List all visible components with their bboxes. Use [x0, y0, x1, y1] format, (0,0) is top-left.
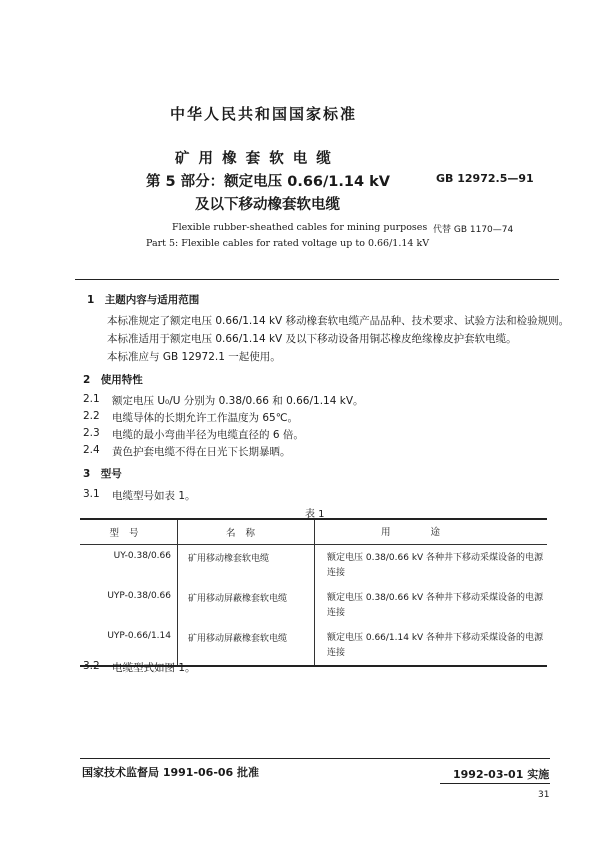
- english-title-2: Part 5: Flexible cables for rated voltage up to 0.66/1.14 kV: [146, 238, 430, 249]
- title-line-1: 矿 用 橡 套 软 电 缆: [175, 151, 333, 167]
- table-caption: 表 1: [305, 509, 325, 520]
- cell-use: 额定电压 0.66/1.14 kV 各种井下移动采煤设备的电源连接: [327, 633, 544, 658]
- col-header-use: 用途: [315, 519, 548, 545]
- clause-3-2: 电缆型式如图 1。: [112, 662, 196, 674]
- title-line-3: 及以下移动橡套软电缆: [195, 197, 340, 213]
- cell-use: 额定电压 0.38/0.66 kV 各种井下移动采煤设备的电源连接: [327, 553, 544, 578]
- section-1-para-1: 本标准规定了额定电压 0.66/1.14 kV 移动橡套软电缆产品品种、技术要求、试验方法和检验规则。: [107, 315, 570, 327]
- header-rule: [75, 279, 559, 280]
- section-2-heading: 2 使用特性: [83, 374, 143, 386]
- title-line-2: 第 5 部分：额定电压 0.66/1.14 kV: [146, 174, 390, 190]
- section-1-para-2: 本标准适用于额定电压 0.66/1.14 kV 及以下移动设备用铜芯橡皮绝缘橡皮护套软电缆。: [107, 333, 517, 345]
- cell-model: UY-0.38/0.66: [80, 545, 178, 586]
- cell-model: UYP-0.66/1.14: [80, 625, 178, 666]
- table-row: [80, 545, 547, 586]
- english-title-1: Flexible rubber-sheathed cables for mining purposes: [172, 222, 428, 233]
- clause-3-2-num: 3.2: [83, 660, 100, 672]
- clause-2-4-num: 2.4: [83, 444, 100, 456]
- col-header-name: 名称: [178, 519, 315, 545]
- clause-2-3-num: 2.3: [83, 427, 100, 439]
- clause-2-2-num: 2.2: [83, 410, 100, 422]
- cell-use: 额定电压 0.38/0.66 kV 各种井下移动采煤设备的电源连接: [327, 593, 544, 618]
- replaces-standard: 代替 GB 1170—74: [433, 225, 514, 235]
- approval-line: 国家技术监督局 1991-06-06 批准: [82, 766, 260, 779]
- clause-2-3: 电缆的最小弯曲半径为电缆直径的 6 倍。: [112, 429, 304, 441]
- col-header-model: 型号: [80, 519, 178, 545]
- cell-name: 矿用移动橡套软电缆: [178, 545, 315, 586]
- clause-2-1-num: 2.1: [83, 393, 100, 405]
- section-1-para-3: 本标准应与 GB 12972.1 一起使用。: [107, 351, 281, 363]
- footer-rule: [80, 758, 550, 759]
- section-3-heading: 3 型号: [83, 468, 122, 480]
- page-number: 31: [538, 790, 550, 800]
- standard-number: GB 12972.5—91: [436, 172, 534, 185]
- cell-name: 矿用移动屏蔽橡套软电缆: [178, 585, 315, 625]
- footer-underline: [440, 783, 550, 784]
- cell-model: UYP-0.38/0.66: [80, 585, 178, 625]
- clause-3-1-num: 3.1: [83, 488, 100, 500]
- clause-3-1: 电缆型号如表 1。: [112, 490, 196, 502]
- clause-2-2: 电缆导体的长期允许工作温度为 65℃。: [112, 412, 298, 424]
- clause-2-4: 黄色护套电缆不得在日光下长期暴晒。: [112, 446, 291, 458]
- cell-name: 矿用移动屏蔽橡套软电缆: [178, 625, 315, 666]
- table-1: [80, 518, 547, 667]
- section-1-heading: 1 主题内容与适用范围: [87, 294, 200, 306]
- effective-date: 1992-03-01 实施: [453, 768, 550, 781]
- table-header-row: [80, 519, 547, 545]
- issuing-authority: 中华人民共和国国家标准: [170, 105, 358, 123]
- clause-2-1: 额定电压 U₀/U 分别为 0.38/0.66 和 0.66/1.14 kV。: [112, 395, 364, 407]
- table-row: [80, 585, 547, 625]
